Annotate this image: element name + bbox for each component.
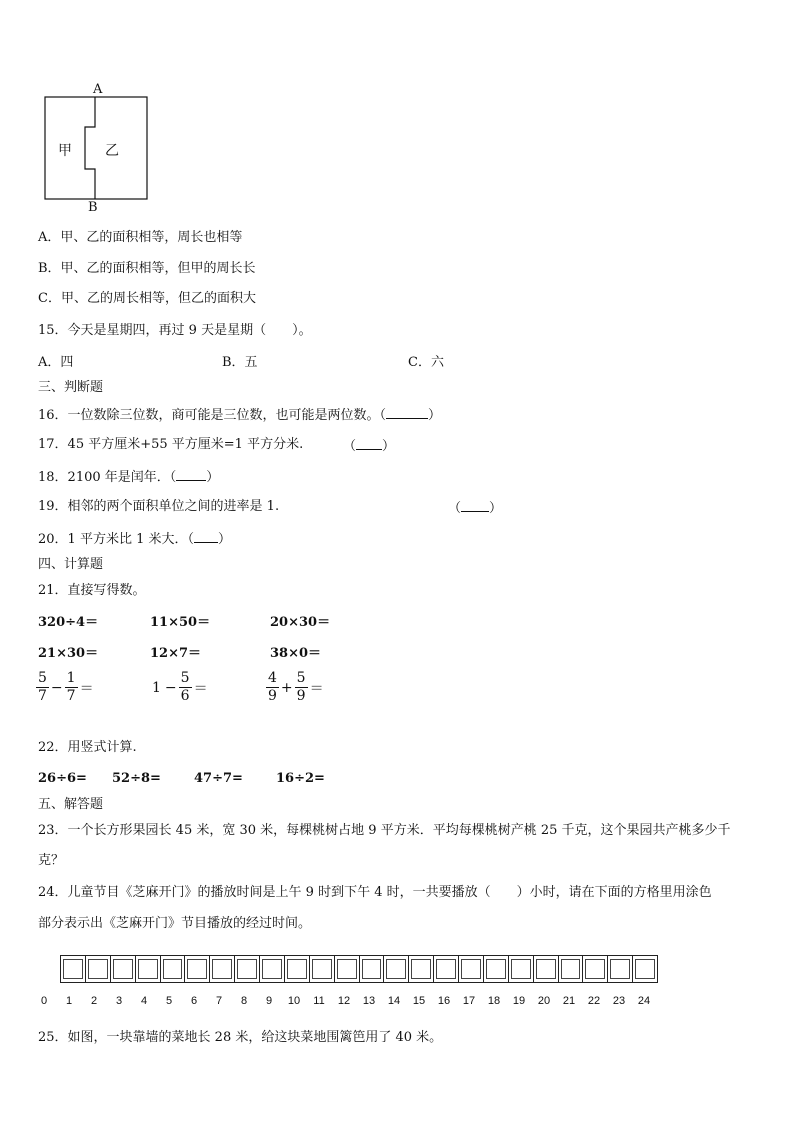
time-grid-cell-box [312, 959, 332, 979]
fraction-expr-2 [150, 670, 210, 705]
time-grid-cell-box [511, 959, 531, 979]
time-grid-cell[interactable] [459, 956, 484, 982]
time-grid-cell-box [262, 959, 282, 979]
time-grid-cell[interactable] [161, 956, 186, 982]
frac2-whole: 1 [152, 679, 161, 696]
time-grid-cell-box [287, 959, 307, 979]
label-b: B [88, 200, 98, 215]
time-grid-cell-box [362, 959, 382, 979]
calc-38-times-0: 38×0＝ [270, 646, 322, 661]
calc-20-times-30: 20×30＝ [270, 615, 331, 630]
time-grid-cell[interactable] [633, 956, 657, 982]
frac2-den: 6 [180, 688, 190, 704]
time-grid-cell-box [411, 959, 431, 979]
q15-option-b: B．五 [222, 355, 258, 370]
time-grid-cell[interactable] [509, 956, 534, 982]
time-grid-cell-box [163, 959, 183, 979]
time-tick-label: 17 [462, 995, 476, 1007]
time-tick-label: 7 [215, 995, 223, 1007]
time-grid-cell[interactable] [335, 956, 360, 982]
time-tick-label: 21 [562, 995, 576, 1007]
q14-option-c: C．甲、乙的周长相等，但乙的面积大 [38, 291, 256, 306]
label-a: A [93, 82, 103, 97]
split-rectangle-figure [40, 82, 155, 215]
time-grid [60, 955, 658, 983]
q19-close: ） [489, 501, 503, 516]
time-tick-label: 11 [313, 995, 325, 1007]
calc-21-times-30: 21×30＝ [38, 646, 99, 661]
frac1-op: − [50, 679, 63, 696]
time-grid-cell-box [635, 959, 655, 979]
time-grid-cell-box [88, 959, 108, 979]
q18-answer-blank[interactable] [176, 468, 206, 481]
section-4-heading: 四、计算题 [38, 557, 104, 572]
q17-answer [343, 437, 395, 455]
frac3-eq: ＝ [309, 680, 324, 697]
time-grid-cell-box [138, 959, 158, 979]
q20-question [38, 530, 231, 548]
q23-line-1: 23．一个长方形果园长 45 米，宽 30 米，每棵桃树占地 9 平方米．平均每棵桃树产桃 25 千克，这个果园共产桃多少千 [38, 823, 731, 838]
q16-question [38, 406, 441, 424]
time-grid-cell[interactable] [285, 956, 310, 982]
time-tick-label: 6 [190, 995, 198, 1007]
time-grid-cell-box [561, 959, 581, 979]
q16-answer-blank[interactable] [386, 406, 428, 419]
time-grid-cell-box [436, 959, 456, 979]
time-tick-label: 20 [537, 995, 551, 1007]
calc-11-times-50: 11×50＝ [150, 615, 211, 630]
q20-text: 20．1 平方米比 1 米大．（ [38, 532, 194, 547]
frac3-den-a: 9 [268, 688, 277, 704]
time-grid-cell[interactable] [360, 956, 385, 982]
time-grid-cell[interactable] [434, 956, 459, 982]
q17-open: （ [343, 439, 357, 454]
time-tick-label: 19 [512, 995, 526, 1007]
calc-320-div-4: 320÷4＝ [38, 615, 99, 630]
time-grid-cell[interactable] [583, 956, 608, 982]
time-grid-cell-box [536, 959, 556, 979]
q21-title: 21．直接写得数。 [38, 583, 146, 598]
q17-question: 17．45 平方厘米+55 平方厘米=1 平方分米. [38, 437, 304, 452]
time-tick-label: 2 [90, 995, 98, 1007]
time-grid-cell-box [585, 959, 605, 979]
time-tick-label: 16 [437, 995, 451, 1007]
time-grid-cell[interactable] [559, 956, 584, 982]
fraction-expr-3 [266, 670, 326, 705]
time-tick-label: 8 [240, 995, 248, 1007]
q14-option-b: B．甲、乙的面积相等，但甲的周长长 [38, 261, 256, 276]
time-tick-labels [0, 995, 794, 1011]
q23-line-2: 克？ [38, 853, 65, 868]
time-grid-cell-box [337, 959, 357, 979]
frac1-num-b: 1 [66, 670, 76, 686]
q16-close: ） [428, 408, 442, 423]
time-grid-cell-box [212, 959, 232, 979]
time-grid-cell[interactable] [185, 956, 210, 982]
frac1-eq: ＝ [79, 680, 94, 697]
time-tick-label: 18 [487, 995, 501, 1007]
time-grid-cell-box [237, 959, 257, 979]
time-grid-cell[interactable] [409, 956, 434, 982]
time-grid-cell[interactable] [310, 956, 335, 982]
time-grid-cell[interactable] [608, 956, 633, 982]
time-grid-cell[interactable] [534, 956, 559, 982]
frac1-num-a: 5 [38, 670, 47, 686]
time-grid-cell-box [610, 959, 630, 979]
time-tick-label: 4 [140, 995, 148, 1007]
q19-question: 19．相邻的两个面积单位之间的进率是 1. [38, 499, 280, 514]
frac3-op: + [280, 679, 293, 696]
time-grid-cell[interactable] [210, 956, 235, 982]
time-grid-cell-box [386, 959, 406, 979]
q16-text: 16．一位数除三位数，商可能是三位数，也可能是两位数。（ [38, 408, 387, 423]
frac2-num: 5 [180, 670, 190, 686]
time-tick-label: 15 [412, 995, 426, 1007]
time-grid-cell[interactable] [484, 956, 509, 982]
frac2-op: − [164, 679, 177, 696]
q17-close: ） [382, 439, 396, 454]
time-tick-label: 12 [337, 995, 351, 1007]
q22-item-2: 52÷8= [112, 771, 161, 786]
calc-12-times-7: 12×7＝ [150, 646, 202, 661]
q25-question: 25．如图，一块靠墙的菜地长 28 米，给这块菜地围篱笆用了 40 米。 [38, 1030, 443, 1045]
q24-line-2: 部分表示出《芝麻开门》节目播放的经过时间。 [38, 916, 312, 931]
q22-title: 22．用竖式计算. [38, 740, 137, 755]
q15-option-a: A．四 [38, 355, 74, 370]
time-tick-label: 14 [387, 995, 401, 1007]
time-grid-cell-box [113, 959, 133, 979]
time-tick-label: 1 [65, 995, 73, 1007]
q19-open: （ [448, 501, 462, 516]
section-5-heading: 五、解答题 [38, 797, 104, 812]
section-3-heading: 三、判断题 [38, 380, 104, 395]
frac1-den-a: 7 [38, 688, 47, 704]
time-grid-cell-box [63, 959, 83, 979]
time-tick-label: 0 [40, 995, 48, 1007]
time-tick-label: 3 [115, 995, 123, 1007]
time-grid-cell-box [461, 959, 481, 979]
q19-answer [448, 499, 502, 517]
frac1-den-b: 7 [66, 688, 76, 704]
q19-answer-blank[interactable] [461, 499, 489, 512]
time-grid-cell[interactable] [136, 956, 161, 982]
region-jia: 甲 [58, 143, 72, 159]
time-grid-cell[interactable] [61, 956, 86, 982]
fraction-expr-1 [36, 670, 96, 705]
q22-item-1: 26÷6= [38, 771, 87, 786]
time-tick-label: 13 [362, 995, 376, 1007]
q24-line-1: 24．儿童节目《芝麻开门》的播放时间是上午 9 时到下午 4 时，一共要播放（ ）小时，请在下面的方格里用涂色 [38, 885, 712, 900]
q20-close: ） [217, 532, 231, 547]
q18-text: 18．2100 年是闰年．（ [38, 470, 177, 485]
q22-item-3: 47÷7= [194, 771, 243, 786]
q22-item-4: 16÷2= [276, 771, 325, 786]
time-tick-label: 10 [287, 995, 301, 1007]
frac3-num-b: 5 [296, 670, 306, 686]
q15-option-c: C．六 [408, 355, 444, 370]
time-grid-cell-box [187, 959, 207, 979]
time-grid-cell[interactable] [86, 956, 111, 982]
time-tick-label: 5 [165, 995, 173, 1007]
time-grid-cell[interactable] [260, 956, 285, 982]
time-grid-cell[interactable] [111, 956, 136, 982]
time-tick-label: 22 [587, 995, 601, 1007]
q17-answer-blank[interactable] [356, 437, 382, 450]
time-tick-label: 23 [612, 995, 626, 1007]
time-grid-cell[interactable] [235, 956, 260, 982]
q14-option-a: A．甲、乙的面积相等，周长也相等 [38, 230, 243, 245]
q18-question [38, 468, 219, 486]
q20-answer-blank[interactable] [194, 530, 218, 543]
time-grid-cell[interactable] [384, 956, 409, 982]
time-tick-label: 24 [637, 995, 651, 1007]
frac3-num-a: 4 [268, 670, 277, 686]
region-yi: 乙 [105, 143, 119, 159]
frac2-eq: ＝ [193, 680, 208, 697]
q18-close: ） [206, 470, 220, 485]
frac3-den-b: 9 [296, 688, 306, 704]
q15-question: 15．今天是星期四，再过 9 天是星期（ ）。 [38, 323, 312, 338]
time-tick-label: 9 [265, 995, 273, 1007]
time-grid-cell-box [486, 959, 506, 979]
